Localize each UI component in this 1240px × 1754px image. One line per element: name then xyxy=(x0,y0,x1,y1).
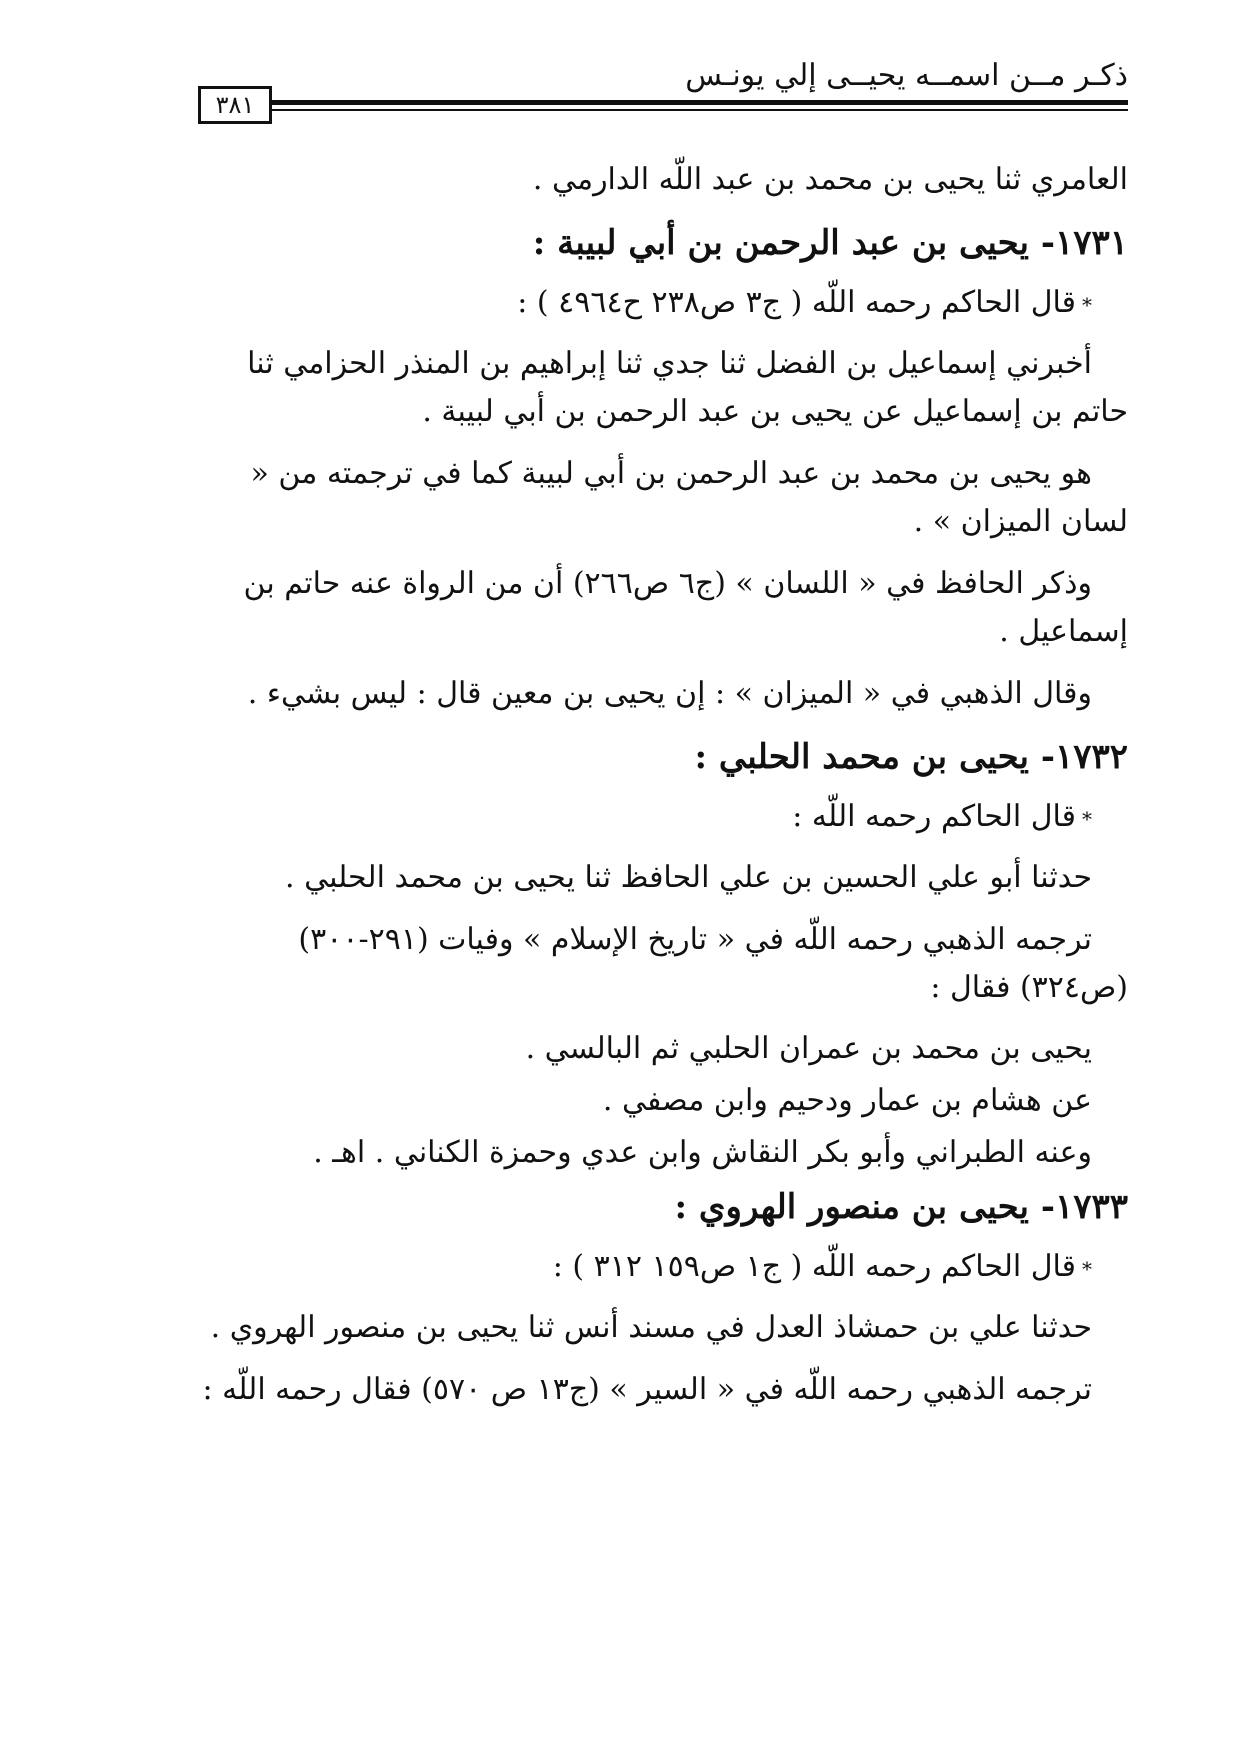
paragraph-continuation: العامري ثنا يحيى بن محمد بن عبد اللّه الدارمي . xyxy=(532,162,1128,197)
source-text: قال الحاكم رحمه اللّه ( ج٣ ص٢٣٨ ح٤٩٦٤ ) : xyxy=(517,285,1076,320)
asterisk-icon: * xyxy=(1082,293,1092,317)
entry-heading-1733: ١٧٣٣- يحيى بن منصور الهروي : xyxy=(674,1187,1128,1227)
quote-line-2: عن هشام بن عمار ودحيم وابن مصفي . xyxy=(602,1083,1092,1118)
source-line-1732 xyxy=(190,794,1092,842)
paragraph-note-1731b: وذكر الحافظ في « اللسان » (ج٦ ص٢٦٦) أن من الرواة عنه حاتم بن إسماعيل . xyxy=(243,566,1128,649)
page-number: ٣٨١ xyxy=(198,86,272,124)
quote-line-1: يحيى بن محمد بن عمران الحلبي ثم البالسي . xyxy=(525,1031,1092,1066)
page-body xyxy=(190,156,1128,1428)
header-rule-thin xyxy=(270,109,1128,111)
paragraph-isnad-1732: حدثنا أبو علي الحسين بن علي الحافظ ثنا يحيى بن محمد الحلبي . xyxy=(285,860,1092,895)
header-rule-thick xyxy=(270,100,1128,105)
entry-heading-1732: ١٧٣٢- يحيى بن محمد الحلبي : xyxy=(694,737,1128,777)
asterisk-icon: * xyxy=(1082,807,1092,831)
header-rule xyxy=(270,100,1128,114)
paragraph-note-1732: ترجمه الذهبي رحمه اللّه في « تاريخ الإسلام » وفيات (٢٩١-٣٠٠) (ص٣٢٤) فقال : xyxy=(298,922,1128,1005)
source-line-1731 xyxy=(190,280,1092,328)
paragraph-isnad-1731: أخبرني إسماعيل بن الفضل ثنا جدي ثنا إبراهيم بن المنذر الحزامي ثنا حاتم بن إسماعيل عن يحيى بن عبد الرحمن بن أبي لبيبة . xyxy=(247,346,1128,429)
running-title: ذكـر مــن اسمــه يحيــى إلي يونـس xyxy=(685,58,1128,93)
source-text: قال الحاكم رحمه اللّه ( ج١ ص١٥٩ ٣١٢ ) : xyxy=(552,1249,1076,1284)
paragraph-note-1731c: وقال الذهبي في « الميزان » : إن يحيى بن معين قال : ليس بشيء . xyxy=(247,676,1092,711)
paragraph-note-1733: ترجمه الذهبي رحمه اللّه في « السير » (ج١٣ ص ٥٧٠) فقال رحمه اللّه : xyxy=(202,1372,1092,1407)
source-line-1733 xyxy=(190,1244,1092,1292)
source-text: قال الحاكم رحمه اللّه : xyxy=(792,799,1076,834)
entry-heading-1731: ١٧٣١- يحيى بن عبد الرحمن بن أبي لبيبة : xyxy=(532,223,1128,263)
asterisk-icon: * xyxy=(1082,1257,1092,1281)
quote-line-3: وعنه الطبراني وأبو بكر النقاش وابن عدي وحمزة الكناني . اهـ . xyxy=(313,1135,1092,1170)
paragraph-isnad-1733: حدثنا علي بن حمشاذ العدل في مسند أنس ثنا يحيى بن منصور الهروي . xyxy=(210,1310,1092,1345)
paragraph-note-1731a: هو يحيى بن محمد بن عبد الرحمن بن أبي لبيبة كما في ترجمته من « لسان الميزان » . xyxy=(250,456,1128,539)
